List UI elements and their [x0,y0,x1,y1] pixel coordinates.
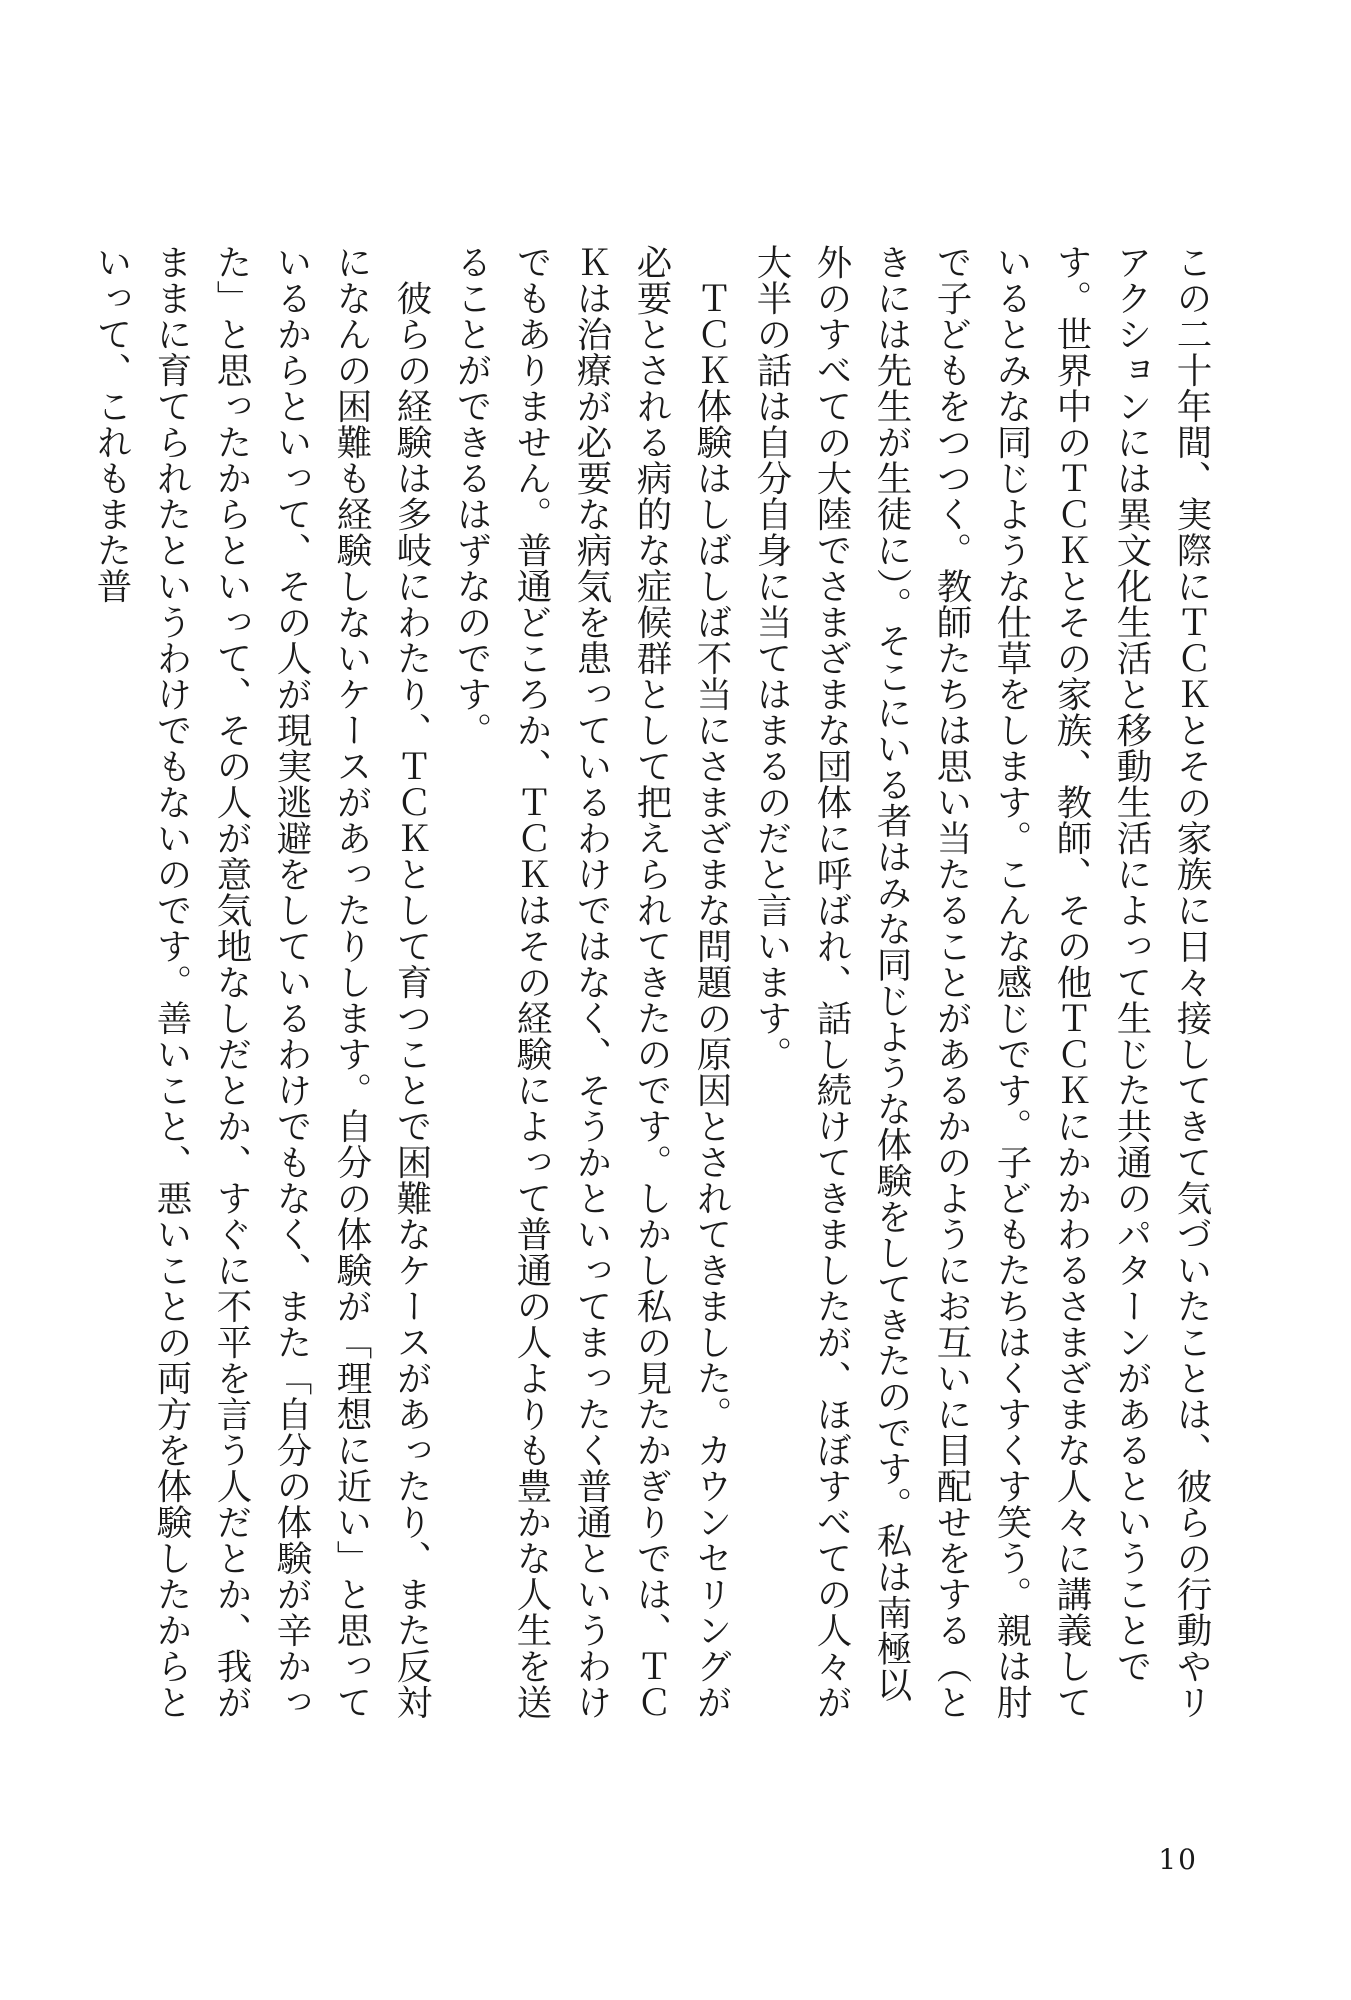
paragraph-1: この二十年間、実際にＴＣＫとその家族に日々接してきて気づいたことは、彼らの行動やリアクションには異文化生活と移動生活によって生じた共通のパターンがあるということです。世界中のＴＣＫとその家族、教師、その他ＴＣＫにかかわるさまざまな人々に講義しているとみな同じような仕草をします。こんな感じです。子どもたちはくすくす笑う。親は肘で子どもをつつく。教師たちは思い当たることがあるかのようにお互いに目配せをする（ときには先生が生徒に）。そこにいる者はみな同じような体験をしてきたのです。私は南極以外のすべての大陸でさまざまな団体に呼ばれ、話し続けてきましたが、ほぼすべての人々が大半の話は自分自身に当てはまるのだと言います。 [751,244,1212,1720]
paragraph-2: ＴＣＫ体験はしばしば不当にさまざまな問題の原因とされてきました。カウンセリングが必要とされる病的な症候群として把えられてきたのです。しかし私の見たかぎりでは、ＴＣＫは治療が必要な病気を患っているわけではなく、そうかといってまったく普通というわけでもありません。普通どころか、ＴＣＫはその経験によって普通の人よりも豊かな人生を送ることができるはずなのです。 [451,244,732,1720]
vertical-text-body [91,244,1221,1734]
paragraph-3: 彼らの経験は多岐にわたり、ＴＣＫとして育つことで困難なケースがあったり、また反対になんの困難も経験しないケースがあったりします。自分の体験が「理想に近い」と思っているからといって、その人が現実逃避をしているわけでもなく、また「自分の体験が辛かった」と思ったからといって、その人が意気地なしだとか、すぐに不平を言う人だとか、我がままに育てられたというわけでもないのです。善いこと、悪いことの両方を体験したからといって、これもまた普 [91,244,432,1720]
page-number: 10 [1158,1843,1198,1876]
